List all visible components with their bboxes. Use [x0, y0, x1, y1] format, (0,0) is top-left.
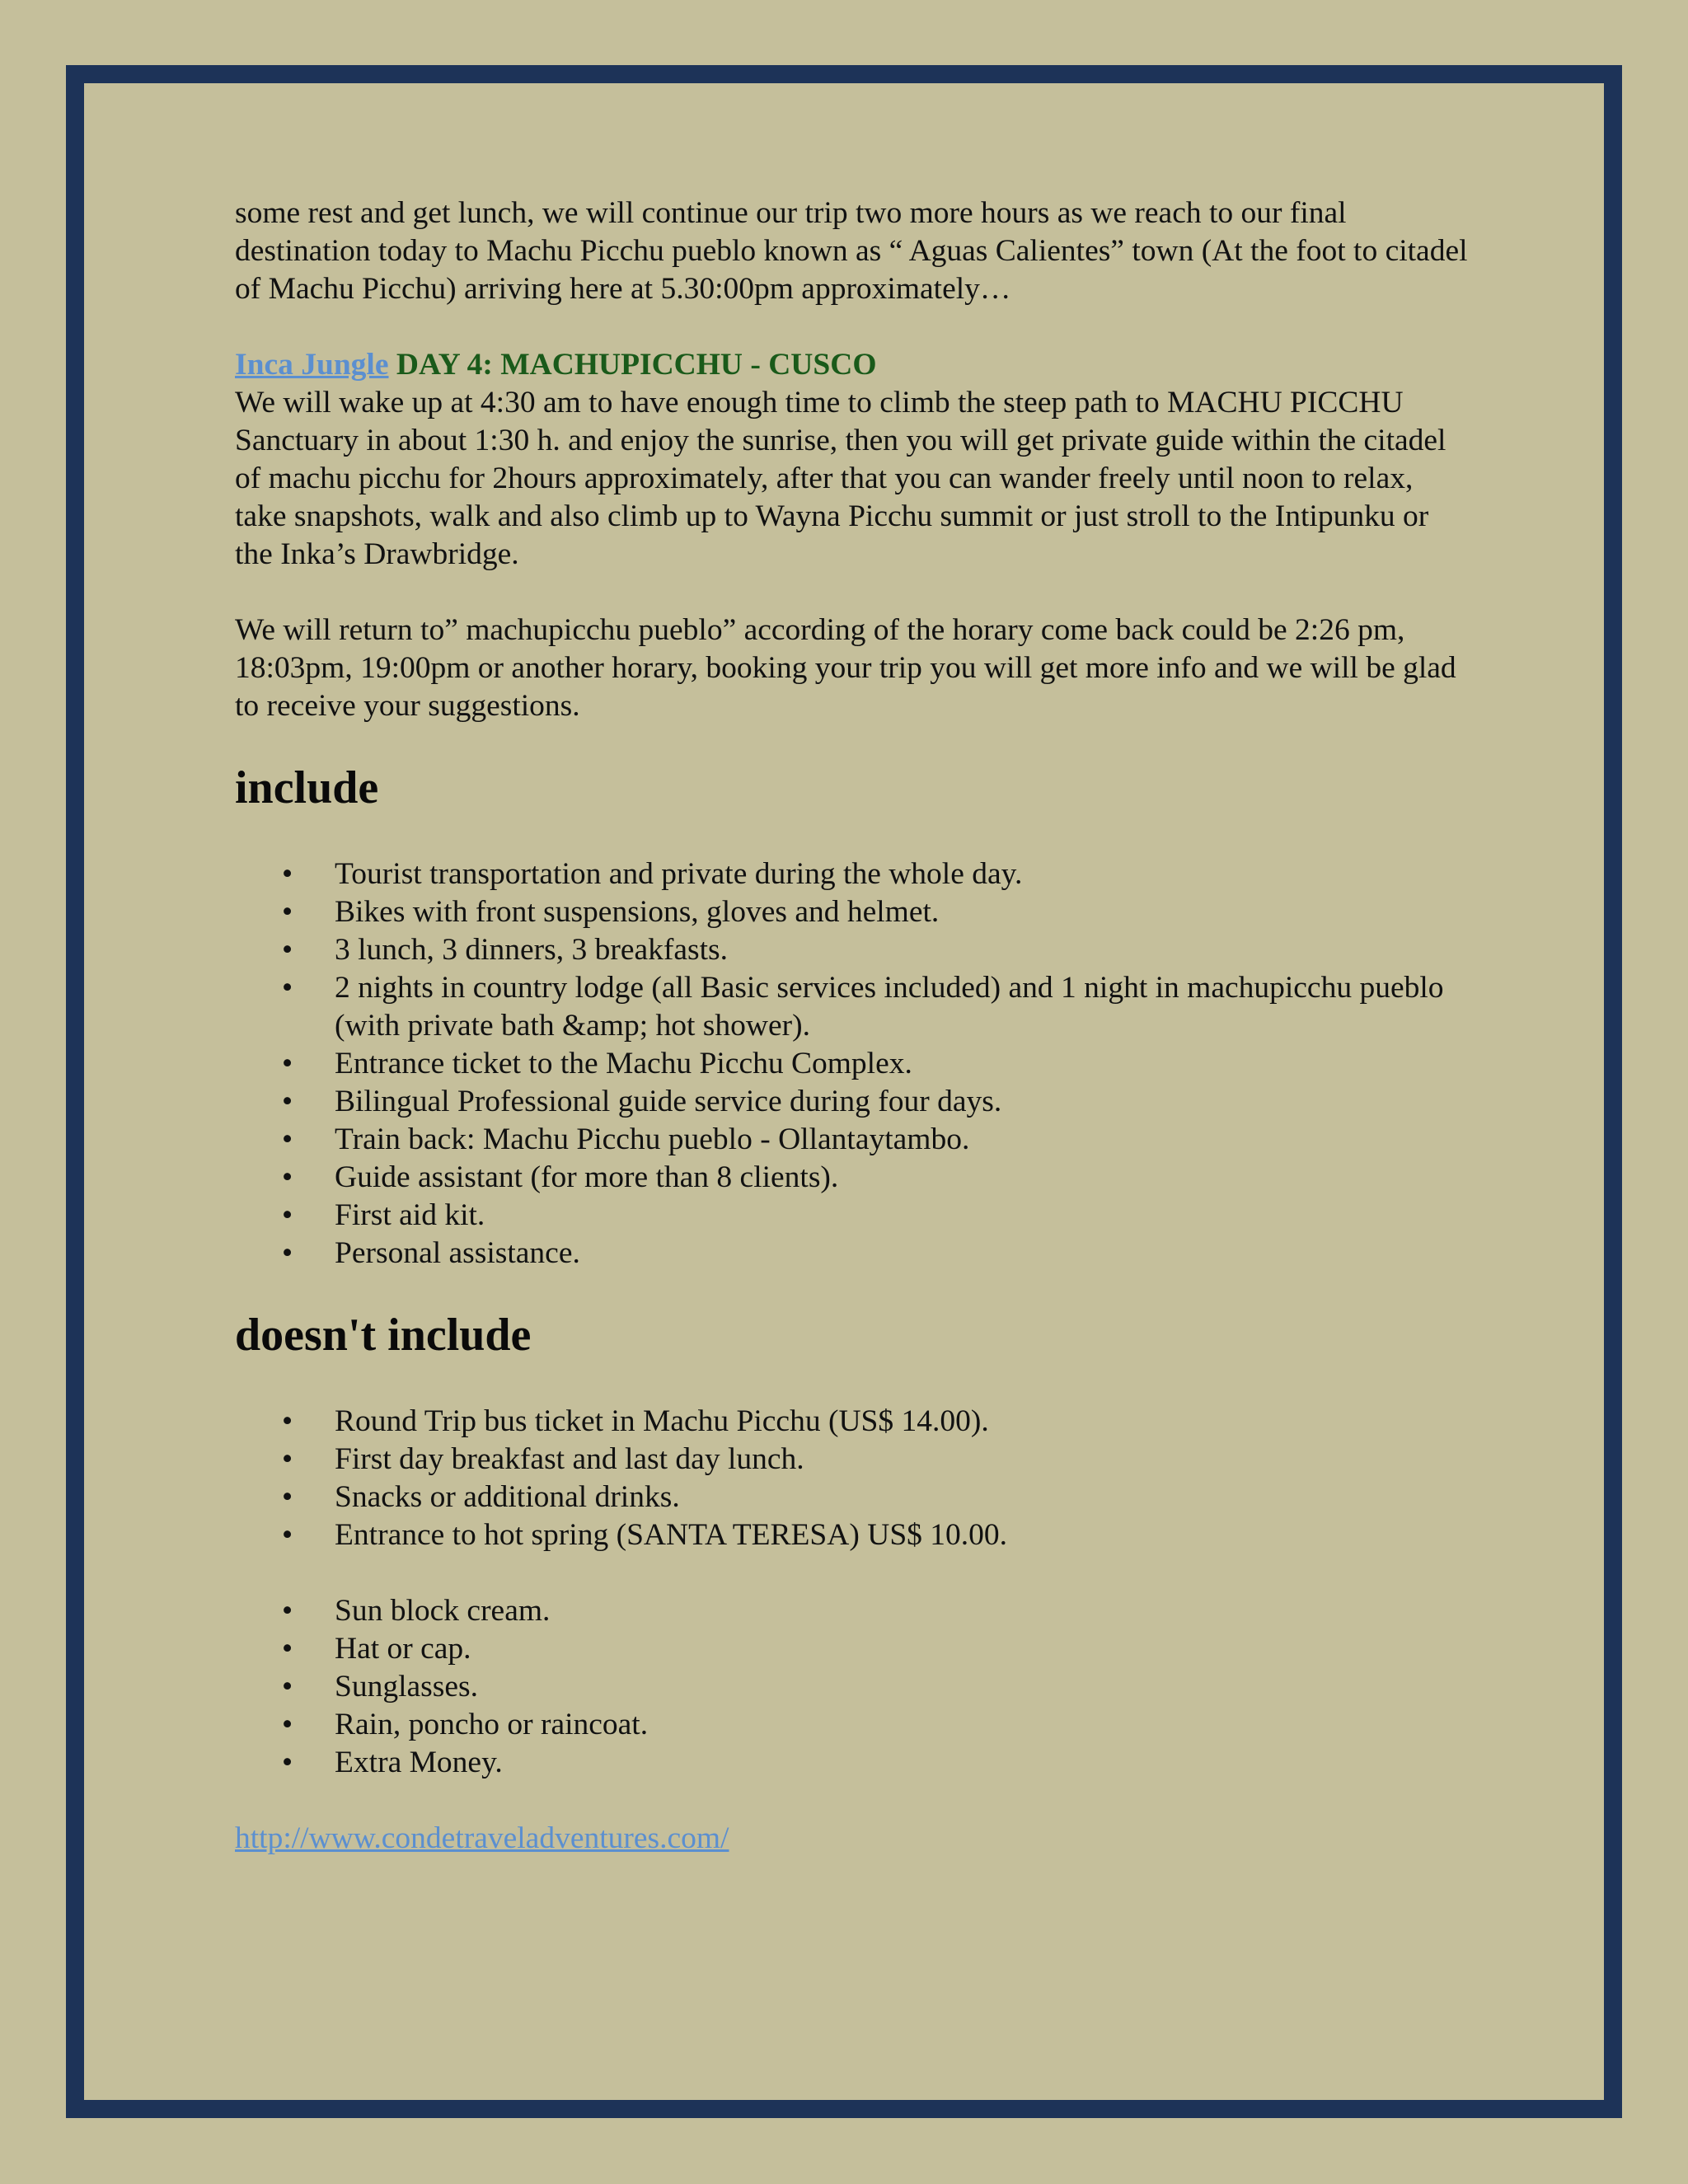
list-item: • Sun block cream.: [235, 1592, 1471, 1630]
day4-heading: [235, 346, 1471, 384]
list-item: • Bilingual Professional guide service during four days.: [235, 1083, 1471, 1121]
list-item: • First day breakfast and last day lunch.: [235, 1441, 1471, 1479]
intro-paragraph: some rest and get lunch, we will continue our trip two more hours as we reach to our final destination today to Machu Picchu pueblo known as “ Aguas Calientes” town (At the foot to citadel of Machu Picchu) arriving here at 5.30:00pm approximately…: [235, 196, 1468, 306]
inca-jungle-link[interactable]: Inca Jungle: [235, 348, 389, 382]
list-item: • Train back: Machu Picchu pueblo - Ollantaytambo.: [235, 1121, 1471, 1159]
list-item: • Guide assistant (for more than 8 clients).: [235, 1159, 1471, 1197]
list-item: • Hat or cap.: [235, 1630, 1471, 1668]
list-item: • Entrance to hot spring (SANTA TERESA) US$ 10.00.: [235, 1516, 1471, 1554]
bring-list: [235, 1592, 1471, 1782]
website-link[interactable]: http://www.condetraveladventures.com/: [235, 1821, 729, 1855]
day4-title: DAY 4: MACHUPICCHU - CUSCO: [396, 348, 877, 382]
list-item: • Rain, poncho or raincoat.: [235, 1706, 1471, 1744]
list-item: • Round Trip bus ticket in Machu Picchu (US$ 14.00).: [235, 1403, 1471, 1441]
day4-paragraph-1: We will wake up at 4:30 am to have enough time to climb the steep path to MACHU PICCHU Sanctuary in about 1:30 h. and enjoy the sunrise, then you will get private guide within the citadel of machu picchu for 2hours approximately, after that you can wander freely until noon to relax, take snapshots, walk and also climb up to Wayna Picchu summit or just stroll to the Intipunku or the Inka’s Drawbridge.: [235, 386, 1447, 571]
list-item: • Bikes with front suspensions, gloves and helmet.: [235, 893, 1471, 931]
list-item: • 2 nights in country lodge (all Basic services included) and 1 night in machupicchu pueblo (with private bath &amp; hot shower).: [235, 969, 1471, 1045]
document-body: [235, 194, 1471, 1858]
list-item: • First aid kit.: [235, 1197, 1471, 1235]
doesnt-include-list: [235, 1403, 1471, 1554]
day4-paragraph-2: We will return to” machupicchu pueblo” according of the horary come back could be 2:26 pm, 18:03pm, 19:00pm or another horary, booking your trip you will get more info and we will be glad to receive your suggestions.: [235, 613, 1456, 723]
list-item: • 3 lunch, 3 dinners, 3 breakfasts.: [235, 931, 1471, 969]
list-item: • Tourist transportation and private during the whole day.: [235, 855, 1471, 893]
list-item: • Entrance ticket to the Machu Picchu Complex.: [235, 1045, 1471, 1083]
list-item: • Sunglasses.: [235, 1668, 1471, 1706]
doesnt-include-heading: doesn't include: [235, 1310, 532, 1361]
list-item: • Snacks or additional drinks.: [235, 1479, 1471, 1516]
list-item: • Extra Money.: [235, 1744, 1471, 1782]
website-link-line: [235, 1820, 1471, 1858]
list-item: • Personal assistance.: [235, 1235, 1471, 1272]
include-heading: include: [235, 762, 379, 813]
include-list: [235, 855, 1471, 1272]
